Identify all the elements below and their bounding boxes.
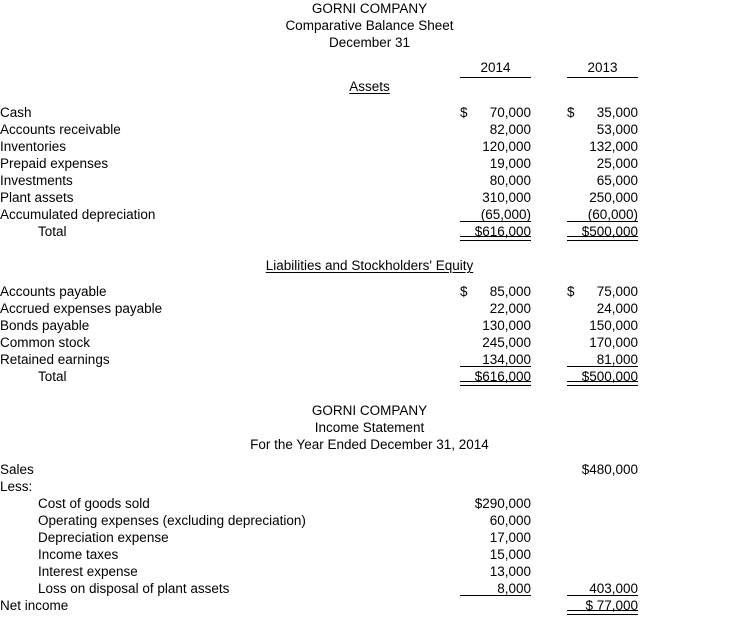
row-value-2014: 82,000 [489,122,531,137]
row-value-2014: 19,000 [489,156,531,171]
table-row [0,351,739,368]
currency-symbol: $ [460,284,468,299]
table-row [0,138,739,155]
currency-symbol: $ [567,105,575,120]
row-value-2013: 150,000 [589,318,638,333]
expense-amount: 8,000 [460,580,531,597]
assets-section-heading: Assets [349,79,390,94]
row-label: Accrued expenses payable [0,301,163,316]
row-value-2013: 132,000 [589,139,638,154]
row-value-2014: 310,000 [482,190,531,205]
row-label: Sales [0,462,34,477]
row-label: Interest expense [38,564,138,579]
liabilities-section-heading: Liabilities and Stockholders' Equity [265,258,474,273]
row-value-2013: 250,000 [589,190,638,205]
row-value-2014: 134,000 [460,351,531,368]
row-value-2014: 120,000 [482,139,531,154]
assets-total-2014: $616,000 [460,223,531,240]
total-expenses-amount: 403,000 [567,580,638,597]
income-statement-period: For the Year Ended December 31, 2014 [250,437,489,452]
table-row [0,206,739,223]
column-header-2013: 2013 [567,59,638,78]
income-statement-title: Income Statement [314,420,425,435]
row-label: Accounts payable [0,284,107,299]
row-label: Inventories [0,139,67,154]
expense-amount: 15,000 [489,547,531,562]
column-header-2014: 2014 [460,59,531,78]
table-row [0,580,739,597]
row-label: Accumulated depreciation [0,207,156,222]
row-label: Plant assets [0,190,74,205]
row-label: Retained earnings [0,352,110,367]
row-value-2013: 24,000 [596,301,638,316]
row-label: Common stock [0,335,91,350]
net-income-row [0,597,739,614]
income-statement [0,402,739,614]
assets-total-row [0,223,739,240]
balance-sheet-title: Comparative Balance Sheet [285,18,454,33]
row-label: Total [38,369,67,384]
table-row [0,529,739,546]
liabilities-total-2013: $500,000 [567,368,638,385]
table-row [0,104,739,121]
row-value-2014: $ 70,000 [460,105,531,120]
row-value-2013: 65,000 [596,173,638,188]
less-label: Less: [0,479,33,494]
currency-symbol: $ [567,284,575,299]
row-value-2013: (60,000) [567,206,638,223]
row-label: Operating expenses (excluding depreciation) [38,513,306,528]
row-label: Loss on disposal of plant assets [38,581,230,596]
row-value-2013: 170,000 [589,335,638,350]
table-row [0,172,739,189]
row-value-2013: 25,000 [596,156,638,171]
less-row [0,478,739,495]
balance-sheet-period: December 31 [328,35,411,50]
table-row [0,155,739,172]
table-row [0,317,739,334]
row-label: Income taxes [38,547,119,562]
table-row [0,334,739,351]
row-value-2013: 81,000 [567,351,638,368]
balance-sheet-column-headers [0,59,739,78]
table-row [0,189,739,206]
net-income-label: Net income [0,598,69,613]
balance-sheet-company-name: GORNI COMPANY [311,1,428,16]
row-value-2013: 53,000 [596,122,638,137]
row-label: Prepaid expenses [0,156,109,171]
row-value-2014: 245,000 [482,335,531,350]
row-value-2014: (65,000) [460,206,531,223]
liabilities-total-row [0,368,739,385]
row-value-2014: 130,000 [482,318,531,333]
assets-total-2013: $500,000 [567,223,638,240]
expense-amount: 60,000 [489,513,531,528]
row-label: Total [38,224,67,239]
table-row [0,121,739,138]
table-row [0,563,739,580]
row-label: Depreciation expense [38,530,169,545]
row-label: Investments [0,173,73,188]
expense-amount: $290,000 [474,496,531,511]
row-value-2014: $ 85,000 [460,284,531,299]
row-value-2013: $ 35,000 [567,105,638,120]
expense-amount: 13,000 [489,564,531,579]
income-statement-company-name: GORNI COMPANY [311,403,428,418]
net-income-amount: $ 77,000 [567,597,638,614]
expense-amount: 17,000 [489,530,531,545]
table-row [0,512,739,529]
table-row [0,546,739,563]
sales-amount: $480,000 [581,462,638,477]
row-value-2014: 80,000 [489,173,531,188]
row-value-2014: 22,000 [489,301,531,316]
row-value-2013: $ 75,000 [567,284,638,299]
row-label: Bonds payable [0,318,90,333]
currency-symbol: $ [460,105,468,120]
row-label: Cash [0,105,32,120]
liabilities-total-2014: $616,000 [460,368,531,385]
row-label: Cost of goods sold [38,496,150,511]
table-row [0,283,739,300]
table-row [0,495,739,512]
sales-row [0,461,739,478]
row-label: Accounts receivable [0,122,121,137]
table-row [0,300,739,317]
